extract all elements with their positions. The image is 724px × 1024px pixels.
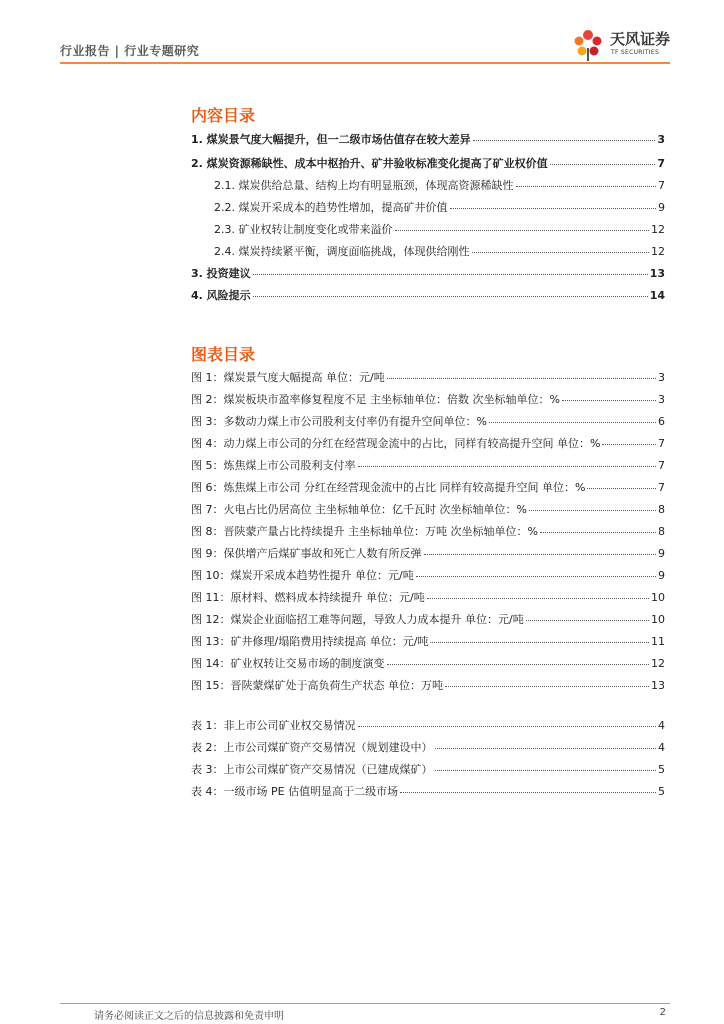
dot-leader bbox=[395, 230, 650, 231]
figure-item[interactable] bbox=[191, 479, 665, 495]
toc-item-label: 4. 风险提示 bbox=[191, 289, 251, 302]
figure-item[interactable] bbox=[191, 633, 665, 649]
figure-item-page: 10 bbox=[651, 591, 665, 604]
figure-item-label: 图 4：动力煤上市公司的分红在经营现金流中的占比，同样有较高提升空间 单位：% bbox=[191, 437, 601, 450]
figure-item-label: 图 2：煤炭板块市盈率修复程度不足 主坐标轴单位：倍数 次坐标轴单位：% bbox=[191, 393, 560, 406]
figure-item-page: 7 bbox=[658, 481, 665, 494]
table-item-label: 表 1：非上市公司矿业权交易情况 bbox=[191, 719, 356, 732]
toc-item[interactable] bbox=[214, 243, 665, 259]
figure-item-label: 图 5：炼焦煤上市公司股利支付率 bbox=[191, 459, 356, 472]
figure-item-label: 图 13：矿井修理/塌陷费用持续提高 单位：元/吨 bbox=[191, 635, 429, 648]
dot-leader bbox=[387, 378, 656, 379]
toc-item-label: 1. 煤炭景气度大幅提升，但一二级市场估值存在较大差异 bbox=[191, 133, 471, 146]
flower-logo-icon bbox=[568, 26, 608, 62]
figure-item-label: 图 15：晋陕蒙煤矿处于高负荷生产状态 单位：万吨 bbox=[191, 679, 443, 692]
table-item-page: 5 bbox=[658, 785, 665, 798]
toc-item-page: 13 bbox=[649, 267, 665, 280]
figure-item-page: 7 bbox=[658, 437, 665, 450]
figure-item-label: 图 10：煤炭开采成本趋势性提升 单位：元/吨 bbox=[191, 569, 414, 582]
footer-rule bbox=[60, 1003, 670, 1004]
figure-item-page: 13 bbox=[651, 679, 665, 692]
dot-leader bbox=[540, 532, 656, 533]
figure-item[interactable] bbox=[191, 435, 665, 451]
figure-item-page: 7 bbox=[658, 459, 665, 472]
brand-sub: TF SECURITIES bbox=[611, 49, 660, 56]
figure-item[interactable] bbox=[191, 567, 665, 583]
dot-leader bbox=[430, 642, 649, 643]
figure-item[interactable] bbox=[191, 369, 665, 385]
table-item-label: 表 2：上市公司煤矿资产交易情况（规划建设中） bbox=[191, 741, 433, 754]
figure-item-page: 8 bbox=[658, 503, 665, 516]
dot-leader bbox=[445, 686, 649, 687]
figure-item-label: 图 9：保供增产后煤矿事故和死亡人数有所反弹 bbox=[191, 547, 422, 560]
dot-leader bbox=[473, 140, 656, 141]
figure-item-page: 3 bbox=[658, 371, 665, 384]
table-item-label: 表 4：一级市场 PE 估值明显高于二级市场 bbox=[191, 785, 399, 798]
figure-item-label: 图 11：原材料、燃料成本持续提升 单位：元/吨 bbox=[191, 591, 425, 604]
footer-disclaimer: 请务必阅读正文之后的信息披露和免责申明 bbox=[94, 1011, 284, 1022]
dot-leader bbox=[435, 770, 657, 771]
figures-title: 图表目录 bbox=[191, 345, 256, 364]
table-item-page: 4 bbox=[658, 719, 665, 732]
dot-leader bbox=[416, 576, 656, 577]
toc-title: 内容目录 bbox=[191, 106, 256, 125]
toc-item-label: 2.1. 煤炭供给总量、结构上均有明显瓶颈，体现高资源稀缺性 bbox=[214, 179, 514, 192]
toc-item-label: 2. 煤炭资源稀缺性、成本中枢抬升、矿井验收标准变化提高了矿业权价值 bbox=[191, 157, 548, 170]
figure-item[interactable] bbox=[191, 523, 665, 539]
toc-item-page: 14 bbox=[649, 289, 665, 302]
figure-item-page: 10 bbox=[651, 613, 665, 626]
dot-leader bbox=[489, 422, 656, 423]
page-number: 2 bbox=[659, 1007, 666, 1018]
dot-leader bbox=[387, 664, 650, 665]
report-type: 行业报告 | 行业专题研究 bbox=[60, 44, 200, 58]
toc-item-page: 12 bbox=[651, 245, 665, 258]
dot-leader bbox=[358, 726, 657, 727]
brand-name: 天风证券 bbox=[610, 30, 671, 48]
figure-item-label: 图 7：火电占比仍居高位 主坐标轴单位：亿千瓦时 次坐标轴单位：% bbox=[191, 503, 527, 516]
figure-item-page: 12 bbox=[651, 657, 665, 670]
figure-item-label: 图 8：晋陕蒙产量占比持续提升 主坐标轴单位：万吨 次坐标轴单位：% bbox=[191, 525, 538, 538]
figure-item-page: 9 bbox=[658, 547, 665, 560]
table-item[interactable] bbox=[191, 717, 665, 733]
figure-item[interactable] bbox=[191, 391, 665, 407]
dot-leader bbox=[472, 252, 650, 253]
toc-item[interactable] bbox=[214, 177, 665, 193]
figure-item[interactable] bbox=[191, 677, 665, 693]
toc-item-label: 2.2. 煤炭开采成本的趋势性增加，提高矿井价值 bbox=[214, 201, 448, 214]
dot-leader bbox=[253, 274, 648, 275]
toc-item-page: 9 bbox=[658, 201, 665, 214]
toc-item-page: 7 bbox=[658, 179, 665, 192]
dot-leader bbox=[427, 598, 649, 599]
toc-item[interactable] bbox=[214, 199, 665, 215]
dot-leader bbox=[424, 554, 657, 555]
toc-item-label: 2.3. 矿业权转让制度变化或带来溢价 bbox=[214, 223, 393, 236]
dot-leader bbox=[529, 510, 656, 511]
dot-leader bbox=[450, 208, 657, 209]
toc-item[interactable] bbox=[214, 221, 665, 237]
table-item[interactable] bbox=[191, 761, 665, 777]
header-rule bbox=[60, 62, 670, 64]
figure-item-label: 图 1：煤炭景气度大幅提高 单位：元/吨 bbox=[191, 371, 385, 384]
dot-leader bbox=[253, 296, 648, 297]
dot-leader bbox=[562, 400, 656, 401]
figure-item[interactable] bbox=[191, 545, 665, 561]
brand-logo bbox=[568, 26, 678, 62]
toc-item[interactable] bbox=[191, 287, 665, 303]
toc-item[interactable] bbox=[191, 265, 665, 281]
figure-item[interactable] bbox=[191, 655, 665, 671]
toc-item-page: 3 bbox=[657, 133, 665, 146]
dot-leader bbox=[358, 466, 657, 467]
figure-item-page: 3 bbox=[658, 393, 665, 406]
table-item-page: 4 bbox=[658, 741, 665, 754]
table-item-page: 5 bbox=[658, 763, 665, 776]
toc-item-label: 2.4. 煤炭持续紧平衡，调度面临挑战，体现供给刚性 bbox=[214, 245, 470, 258]
toc-item[interactable] bbox=[191, 131, 665, 147]
figure-item[interactable] bbox=[191, 611, 665, 627]
figure-item[interactable] bbox=[191, 413, 665, 429]
dot-leader bbox=[400, 792, 656, 793]
dot-leader bbox=[435, 748, 657, 749]
dot-leader bbox=[526, 620, 649, 621]
figure-item-page: 9 bbox=[658, 569, 665, 582]
table-item[interactable] bbox=[191, 739, 665, 755]
figure-item-label: 图 6：炼焦煤上市公司 分红在经营现金流中的占比 同样有较高提升空间 单位：% bbox=[191, 481, 586, 494]
figure-item[interactable] bbox=[191, 457, 665, 473]
toc-item-label: 3. 投资建议 bbox=[191, 267, 251, 280]
table-item[interactable] bbox=[191, 783, 665, 799]
toc-item[interactable] bbox=[191, 155, 665, 171]
figure-item-label: 图 3：多数动力煤上市公司股利支付率仍有提升空间单位：% bbox=[191, 415, 487, 428]
figure-item[interactable] bbox=[191, 501, 665, 517]
table-item-label: 表 3：上市公司煤矿资产交易情况（已建成煤矿） bbox=[191, 763, 433, 776]
figure-item-label: 图 14：矿业权转让交易市场的制度演变 bbox=[191, 657, 385, 670]
figure-item-label: 图 12：煤炭企业面临招工难等问题，导致人力成本提升 单位：元/吨 bbox=[191, 613, 524, 626]
toc-item-page: 12 bbox=[651, 223, 665, 236]
figure-item-page: 8 bbox=[658, 525, 665, 538]
dot-leader bbox=[602, 444, 656, 445]
toc-item-page: 7 bbox=[657, 157, 665, 170]
dot-leader bbox=[587, 488, 656, 489]
figure-item-page: 11 bbox=[651, 635, 665, 648]
figure-item[interactable] bbox=[191, 589, 665, 605]
figure-item-page: 6 bbox=[658, 415, 665, 428]
dot-leader bbox=[516, 186, 657, 187]
dot-leader bbox=[550, 164, 656, 165]
